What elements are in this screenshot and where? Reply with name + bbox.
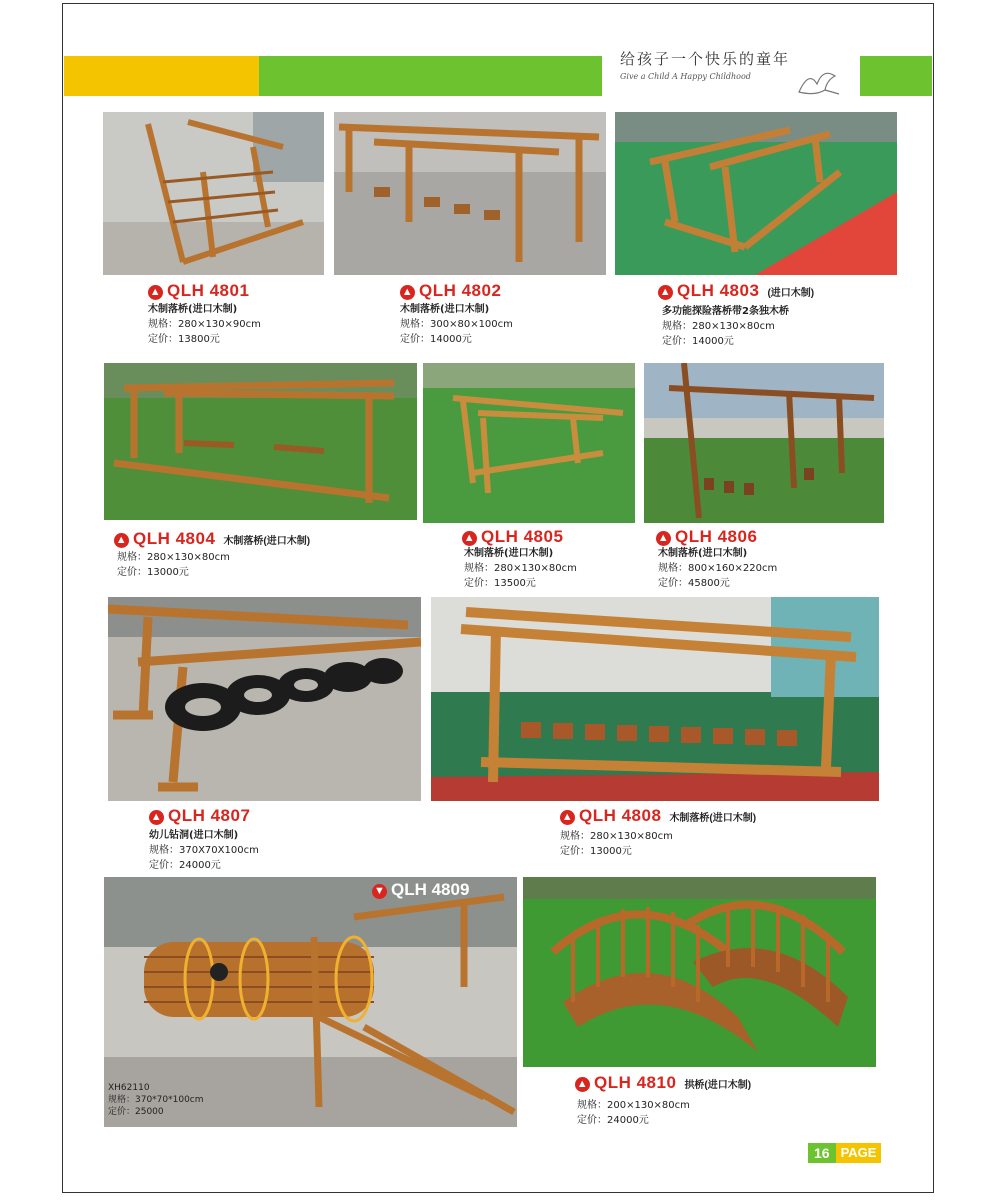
header-bar-green-right: [860, 56, 932, 96]
product-desc-4804: [117, 550, 230, 580]
product-code-4805: ▲ QLH 4805: [463, 527, 564, 546]
page-number-value: 16: [808, 1143, 836, 1163]
product-photo-4805: [423, 363, 635, 523]
product-photo-4810: [523, 877, 876, 1067]
arrow-up-icon: ▲: [576, 1078, 589, 1090]
header-bar-yellow: [64, 56, 259, 96]
product-model: XH62110: [108, 1083, 150, 1093]
arrow-up-icon: ▲: [659, 286, 672, 298]
product-price: 定价：45800元: [658, 578, 730, 589]
header-bar-green: [259, 56, 602, 96]
product-desc-4803: [662, 304, 789, 349]
product-desc-4810: [577, 1098, 690, 1128]
product-spec: 规格：280×130×80cm: [662, 321, 775, 332]
product-price: 定价：13500元: [464, 578, 536, 589]
product-code-4803: ▲ QLH 4803 (进口木制): [659, 281, 815, 300]
product-code-4810: ▲ QLH 4810 拱桥(进口木制): [576, 1073, 752, 1092]
product-photo-4807: [108, 597, 421, 801]
product-photo-4801: [103, 112, 324, 275]
bird-icon: [795, 66, 845, 98]
arrow-up-icon: ▲: [150, 811, 163, 823]
product-photo-4806: [644, 363, 884, 523]
product-code-4804: ▲ QLH 4804 木制落桥(进口木制): [115, 529, 311, 548]
page-number-label: PAGE: [836, 1143, 882, 1163]
product-photo-4803: [615, 112, 897, 275]
product-price: 定价：14000元: [400, 334, 472, 345]
product-desc-4807: [149, 828, 259, 873]
product-name: 木制落桥(进口木制): [464, 548, 554, 559]
product-spec: 规格：800×160×220cm: [658, 563, 778, 574]
product-spec: 规格：300×80×100cm: [400, 319, 513, 330]
product-price: 定价：13000元: [560, 846, 632, 857]
product-spec: 规格：200×130×80cm: [577, 1100, 690, 1111]
product-spec: 规格：280×130×80cm: [560, 831, 673, 842]
arrow-up-icon: ▲: [149, 286, 162, 298]
product-name: 木制落桥(进口木制): [658, 548, 748, 559]
product-price: 定价：13000元: [117, 567, 189, 578]
product-desc-4808: [560, 829, 673, 859]
product-price: 定价：24000元: [149, 860, 221, 871]
arrow-up-icon: ▲: [115, 534, 128, 546]
product-desc-4802: [400, 302, 513, 347]
product-code-4801: ▲ QLH 4801: [149, 281, 250, 300]
product-price: 定价：14000元: [662, 336, 734, 347]
product-desc-4805: [464, 546, 577, 591]
product-spec: 规格：280×130×90cm: [148, 319, 261, 330]
product-code-4802: ▲ QLH 4802: [401, 281, 502, 300]
arrow-up-icon: ▲: [657, 532, 670, 544]
product-code-4809: ▼ QLH 4809: [372, 880, 469, 900]
product-name: 幼儿钻洞(进口木制): [149, 830, 239, 841]
page-number: [808, 1143, 881, 1163]
product-name: 木制落桥(进口木制): [400, 304, 490, 315]
arrow-down-icon: ▼: [372, 884, 387, 899]
product-price: 定价：25000: [108, 1107, 164, 1117]
arrow-up-icon: ▲: [463, 532, 476, 544]
product-spec: 规格：280×130×80cm: [464, 563, 577, 574]
header-slogan-english: Give a Child A Happy Childhood: [620, 72, 751, 81]
product-code-4808: ▲ QLH 4808 木制落桥(进口木制): [561, 806, 757, 825]
arrow-up-icon: ▲: [561, 811, 574, 823]
product-photo-4804: [104, 363, 417, 520]
product-price: 定价：24000元: [577, 1115, 649, 1126]
product-desc-4809: [108, 1082, 204, 1118]
product-photo-4808: [431, 597, 879, 801]
product-spec: 规格：280×130×80cm: [117, 552, 230, 563]
product-price: 定价：13800元: [148, 334, 220, 345]
product-desc-4801: [148, 302, 261, 347]
product-desc-4806: [658, 546, 777, 591]
product-code-4806: ▲ QLH 4806: [657, 527, 758, 546]
product-name: 木制落桥(进口木制): [148, 304, 238, 315]
product-code-4807: ▲ QLH 4807: [150, 806, 251, 825]
product-spec: 规格：370*70*100cm: [108, 1095, 204, 1105]
arrow-up-icon: ▲: [401, 286, 414, 298]
product-photo-4802: [334, 112, 606, 275]
product-spec: 规格：370X70X100cm: [149, 845, 259, 856]
header-slogan: 给孩子一个快乐的童年: [620, 50, 791, 68]
product-name: 多功能探险落桥带2条独木桥: [662, 306, 789, 317]
